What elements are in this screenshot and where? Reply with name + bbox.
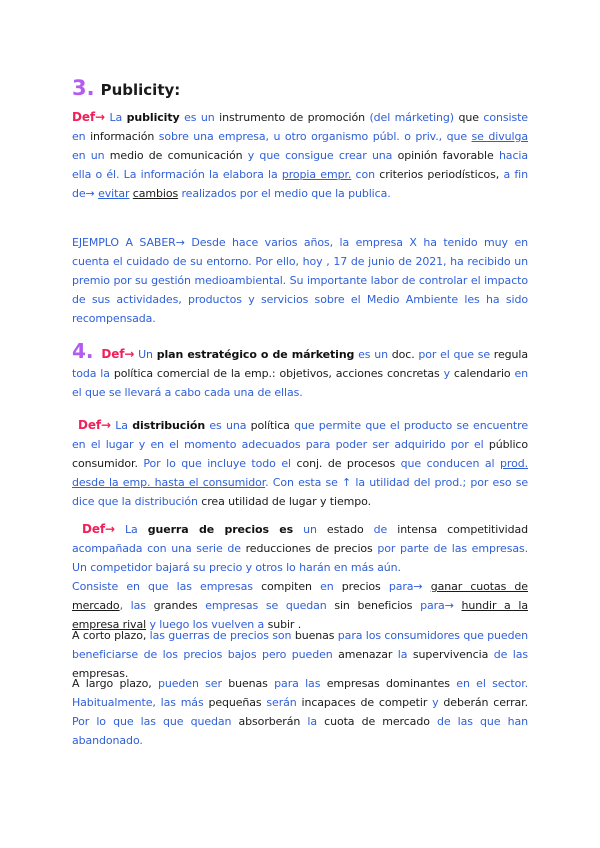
- section-number: 4.: [72, 339, 94, 363]
- text-run-bold: guerra de precios es: [147, 523, 294, 536]
- text-run: subir .: [267, 618, 302, 631]
- text-run: La: [104, 111, 127, 124]
- text-run: y que consigue crear una: [247, 149, 398, 162]
- text-run: que conducen al: [400, 457, 501, 470]
- guerra-precios-paragraph-3: [72, 674, 528, 750]
- text-run: política: [250, 419, 295, 432]
- text-run-bold: distribución: [132, 419, 206, 432]
- text-run: en el que se llevará a cabo cada una de ellas.: [72, 367, 529, 399]
- def-label: Def→: [101, 347, 135, 361]
- text-run: la: [307, 715, 325, 728]
- text-run-underlined: propia empr.: [281, 168, 352, 181]
- publicity-definition: [72, 108, 528, 203]
- text-run: empresas dominantes: [326, 677, 457, 690]
- text-run: Por lo que incluye todo el: [143, 457, 297, 470]
- text-run: es una: [205, 419, 251, 432]
- def-label: Def→: [72, 110, 105, 124]
- example-paragraph: [72, 233, 528, 328]
- text-run-bold: publicity: [126, 111, 180, 124]
- text-run: pueden ser: [157, 677, 229, 690]
- section-3-heading: [72, 76, 180, 100]
- text-run: acompañada con una serie de: [72, 542, 246, 555]
- section-title: Publicity:: [100, 81, 181, 99]
- text-run: La: [114, 523, 148, 536]
- text-run: en un: [72, 149, 110, 162]
- text-run: buenas: [294, 629, 338, 642]
- text-run: sin beneficios: [334, 599, 421, 612]
- text-run: pequeñas: [208, 696, 267, 709]
- text-run: opinión favorable: [397, 149, 499, 162]
- text-run: público consumidor.: [72, 438, 528, 470]
- text-run: es un: [354, 348, 392, 361]
- text-run: (del márketing): [369, 111, 459, 124]
- text-run: grandes: [153, 599, 206, 612]
- text-run: A largo plazo,: [72, 677, 158, 690]
- guerra-precios-definition: [72, 520, 528, 577]
- plan-estrategico-definition: [72, 339, 529, 402]
- text-run: para las: [274, 677, 327, 690]
- text-run: criterios periodísticos,: [379, 168, 504, 181]
- example-text: EJEMPLO A SABER→ Desde hace varios años, la empresa X ha tenido muy en cuenta el cuidado de su entorno. Por ello, hoy , 17 de junio de 2021, ha recibido un premio por su gestión medioambiental. Su importante labor de controlar el impacto de sus actividades, productos y servicios sobre el Medio Ambiente les ha sido recompensada.: [72, 236, 528, 325]
- text-run: con: [351, 168, 380, 181]
- text-run: precios: [341, 580, 389, 593]
- text-run: por parte de las empresas. Un competidor bajará su precio y otros lo harán en más aún.: [72, 542, 528, 574]
- text-run: serán: [266, 696, 302, 709]
- text-run: para→: [388, 580, 431, 593]
- text-run-underlined: prod. desde la emp. hasta el consumidor: [72, 457, 528, 489]
- text-run: y: [432, 696, 444, 709]
- text-run: empresas se quedan: [205, 599, 335, 612]
- text-run: que permite que el producto se encuentre en el lugar y en el momento adecuados para poder ser adquirido por el: [72, 419, 528, 451]
- text-run: crea utilidad de lugar y tiempo.: [201, 495, 371, 508]
- text-run-underlined: hundir a la empresa rival: [72, 599, 528, 631]
- text-run: supervivencia: [412, 648, 494, 661]
- text-run: consiste en: [72, 111, 528, 143]
- def-label: Def→: [78, 418, 111, 432]
- text-run: que: [458, 111, 484, 124]
- text-run: toda la: [72, 367, 114, 380]
- text-run: y: [443, 367, 454, 380]
- text-run: incapaces de competir: [301, 696, 433, 709]
- text-run: absorberán: [238, 715, 308, 728]
- text-run: Por lo que las que quedan: [72, 715, 239, 728]
- text-run: buenas: [228, 677, 275, 690]
- text-run: política comercial de la emp.: objetivos, acciones concretas: [113, 367, 444, 380]
- text-run: para→: [420, 599, 462, 612]
- distribucion-definition: [72, 416, 528, 511]
- text-run: para los consumidores que pueden beneficiarse de los precios bajos pero pueden: [72, 629, 528, 661]
- text-run: a fin de→: [72, 168, 528, 200]
- def-label: Def→: [82, 522, 115, 536]
- text-run: las guerras de precios son: [149, 629, 295, 642]
- text-run: realizados por el medio que la publica.: [178, 187, 391, 200]
- text-run: deberán cerrar.: [443, 696, 528, 709]
- text-run: calendario: [453, 367, 511, 380]
- text-run: . Con esta se ↑ la utilidad del prod.;: [265, 476, 471, 489]
- text-run-underlined: cambios: [132, 187, 179, 200]
- text-run: un: [293, 523, 327, 536]
- text-run: es un: [179, 111, 220, 124]
- text-run: , las: [119, 599, 154, 612]
- text-run: instrumento de promoción: [219, 111, 370, 124]
- text-run: conj. de procesos: [296, 457, 401, 470]
- text-run: regula: [493, 348, 528, 361]
- text-run: por el que se: [418, 348, 494, 361]
- text-run: reducciones de precios: [245, 542, 378, 555]
- text-run: A corto plazo,: [72, 629, 150, 642]
- text-run: en el sector. Habitualmente, las más: [72, 677, 529, 709]
- text-run: medio de comunicación: [109, 149, 248, 162]
- text-run-bold: plan estratégico o de márketing: [156, 348, 355, 361]
- text-run: amenazar: [338, 648, 398, 661]
- section-number: 3.: [72, 76, 95, 100]
- text-run: hacia ella o él. La información la elabora la: [72, 149, 528, 181]
- text-run-underlined: evitar: [98, 187, 130, 200]
- text-run-underlined: ganar cuotas de mercado: [72, 580, 528, 612]
- text-run: La: [110, 419, 133, 432]
- text-run: la: [397, 648, 413, 661]
- text-run: de las que han abandonado.: [72, 715, 528, 747]
- text-run: sobre una empresa, u otro organismo públ. o priv., que: [158, 130, 472, 143]
- text-run: y luego los vuelven a: [146, 618, 268, 631]
- text-run: intensa competitividad: [397, 523, 528, 536]
- text-run: compiten: [261, 580, 321, 593]
- text-run-underlined: se divulga: [471, 130, 528, 143]
- text-run: de las: [493, 648, 528, 661]
- text-run: empresas.: [72, 667, 129, 680]
- text-run: de: [373, 523, 398, 536]
- text-run: por eso se dice que la distribución: [72, 476, 528, 508]
- text-run: en: [320, 580, 342, 593]
- text-run: Un: [134, 348, 157, 361]
- text-run: información: [90, 130, 159, 143]
- text-run: estado: [326, 523, 374, 536]
- text-run: cuota de mercado: [324, 715, 437, 728]
- text-run: Consiste en que las empresas: [72, 580, 262, 593]
- text-run: doc.: [391, 348, 419, 361]
